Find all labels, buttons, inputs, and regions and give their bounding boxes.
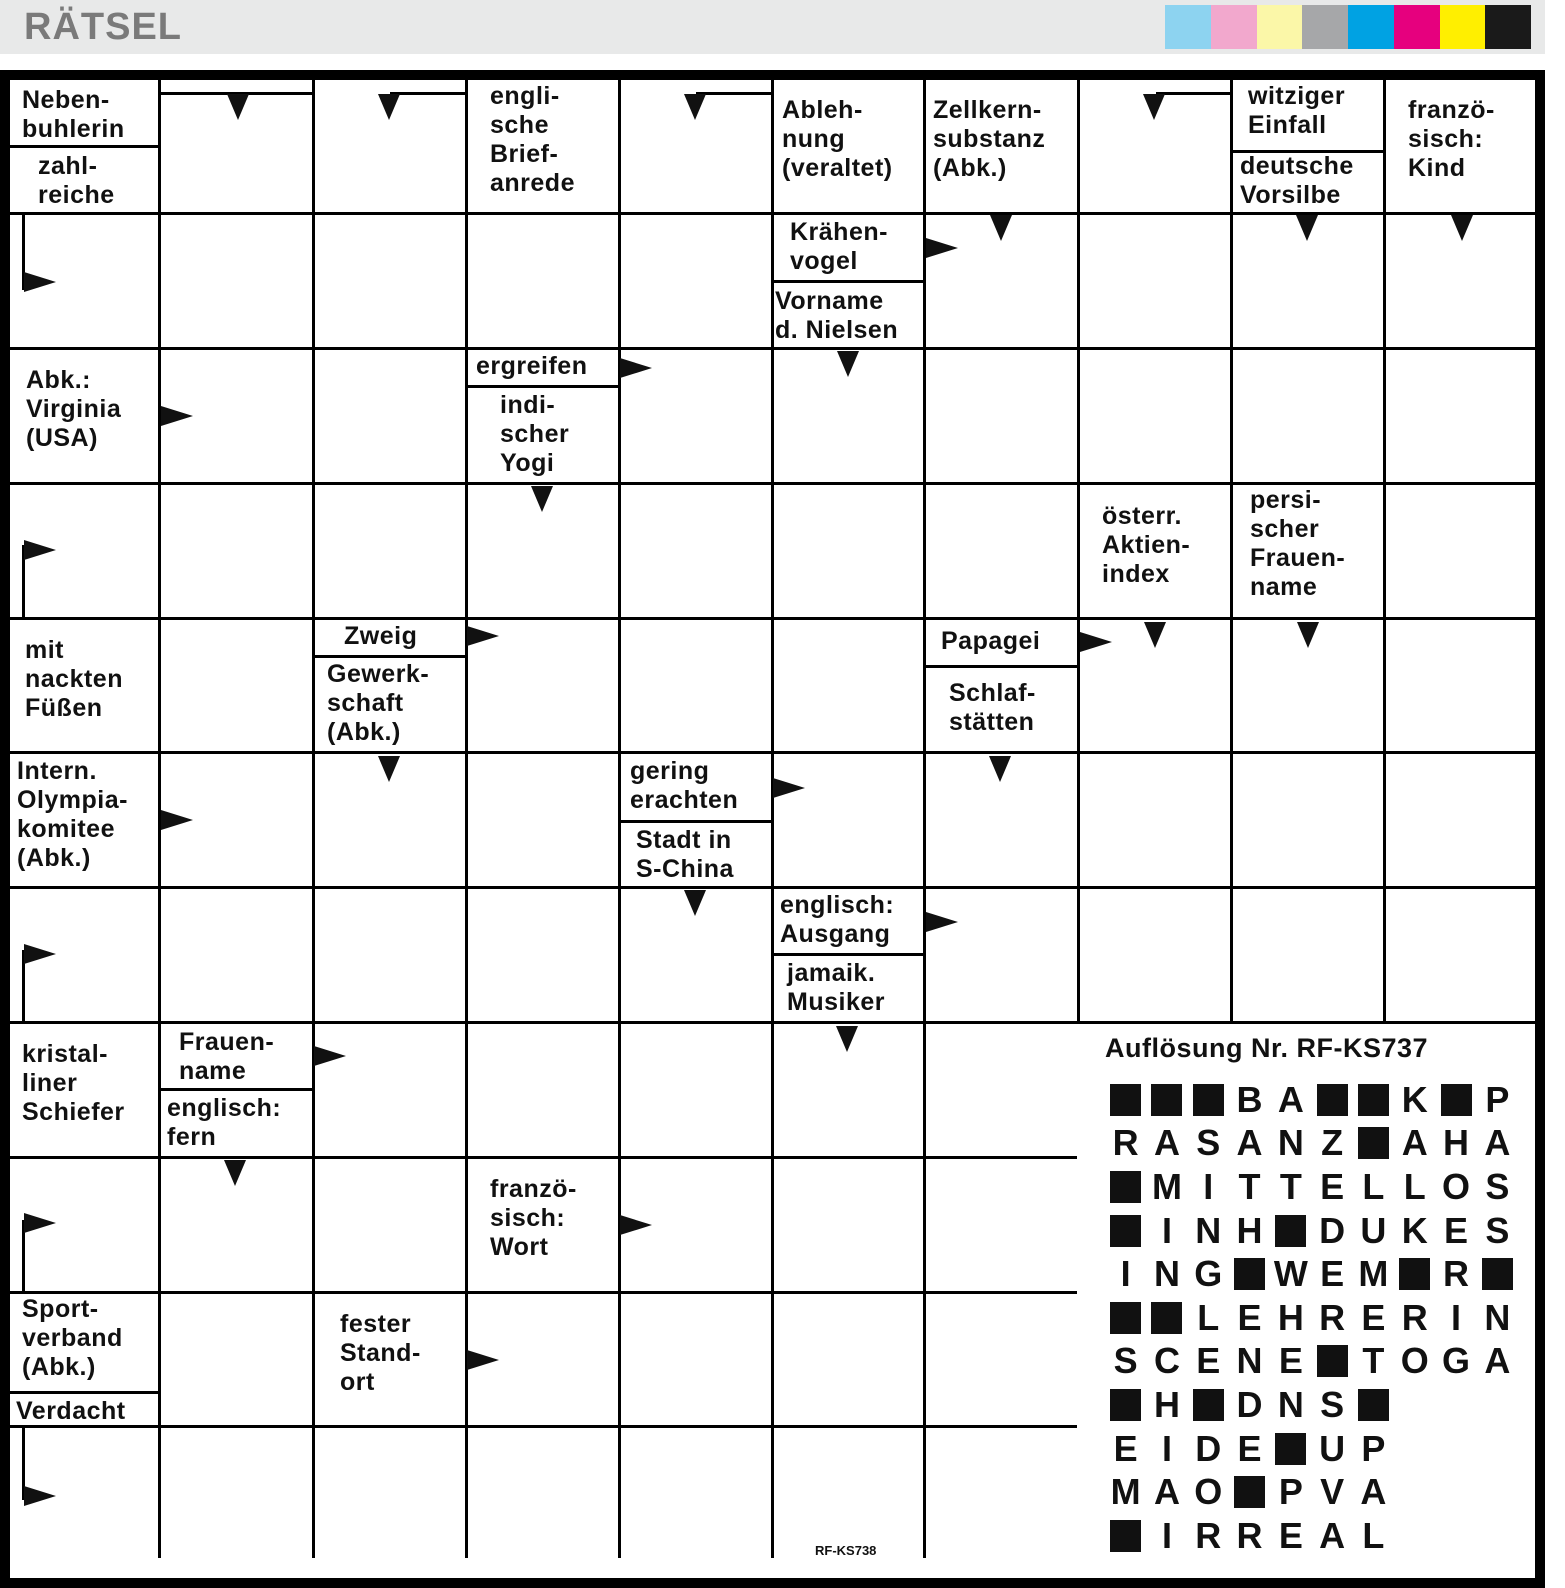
grid-row-line: [10, 1425, 1077, 1428]
clue-cell-divider: [10, 1391, 160, 1394]
grid-column-line: [1077, 80, 1080, 1021]
solution-letter: K: [1401, 1078, 1428, 1120]
clue-sportverband: Sport- verband (Abk.): [22, 1295, 123, 1381]
solution-letter: E: [1278, 1340, 1303, 1382]
arrow-down-icon: [990, 215, 1014, 243]
solution-letter: C: [1153, 1340, 1180, 1382]
clue-englische-briefanrede: engli- sche Brief- anrede: [490, 82, 575, 197]
solution-letter: E: [1320, 1165, 1345, 1207]
solution-letter: Z: [1321, 1122, 1344, 1164]
solution-letter: E: [1237, 1427, 1262, 1469]
solution-row: [1105, 1209, 1518, 1253]
solution-letter: G: [1442, 1340, 1471, 1382]
solution-letter: L: [1403, 1165, 1426, 1207]
solution-letter: R: [1195, 1514, 1222, 1556]
arrow-right-icon: [926, 238, 960, 260]
grid-column-line: [618, 80, 621, 1558]
solution-black-square: [1105, 1209, 1146, 1253]
clue-cell-divider: [158, 1088, 314, 1091]
arrow-right-icon: [24, 944, 58, 966]
solution-letter: D: [1236, 1383, 1263, 1425]
clue-cell-divider: [771, 953, 925, 956]
clue-gewerkschaft: Gewerk- schaft (Abk.): [327, 660, 430, 746]
clue-ablehnung: Ableh- nung (veraltet): [782, 96, 893, 182]
solution-row: [1105, 1165, 1518, 1209]
solution-letter: U: [1319, 1427, 1346, 1469]
grid-row-line: [10, 617, 1535, 620]
solution-letter: E: [1361, 1296, 1386, 1338]
arrow-right-icon: [773, 778, 807, 800]
arrow-down-icon: [1143, 94, 1167, 122]
arrow-right-icon: [620, 1215, 654, 1237]
clue-deutsche-vorsilbe: deutsche Vorsilbe: [1240, 152, 1354, 209]
solution-letter: A: [1401, 1122, 1428, 1164]
solution-black-square: [1229, 1252, 1270, 1296]
solution-letter: R: [1112, 1122, 1139, 1164]
grid-column-line: [465, 80, 468, 1558]
solution-letter: I: [1161, 1514, 1172, 1556]
solution-letter: M: [1151, 1165, 1182, 1207]
solution-letter: R: [1236, 1514, 1263, 1556]
clue-englisch-ausgang: englisch: Ausgang: [780, 891, 895, 948]
solution-letter: S: [1320, 1383, 1345, 1425]
grid-column-line: [312, 80, 315, 1558]
solution-black-square: [1105, 1296, 1146, 1340]
solution-letter: D: [1319, 1209, 1346, 1251]
clue-cell-divider: [618, 820, 773, 823]
solution-black-square: [1105, 1383, 1146, 1427]
clue-cell-divider: [465, 385, 620, 388]
solution-letter: I: [1203, 1165, 1214, 1207]
clue-kraehenvogel: Krähen- vogel: [790, 218, 888, 275]
solution-letter: A: [1484, 1340, 1511, 1382]
solution-letter: N: [1484, 1296, 1511, 1338]
arrow-down-icon: [531, 486, 555, 514]
arrow-down-icon: [836, 1026, 860, 1054]
arrow-right-icon: [24, 1486, 58, 1508]
clue-ergreifen: ergreifen: [476, 352, 588, 380]
solution-letter: D: [1195, 1427, 1222, 1469]
solution-letter: E: [1278, 1514, 1303, 1556]
solution-letter: A: [1236, 1122, 1263, 1164]
color-swatch-8: [1485, 5, 1531, 49]
grid-column-line: [923, 80, 926, 1558]
solution-letter: K: [1401, 1209, 1428, 1251]
solution-letter: O: [1400, 1340, 1429, 1382]
solution-letter: S: [1113, 1340, 1138, 1382]
solution-row: [1105, 1252, 1518, 1296]
arrow-down-icon: [684, 890, 708, 918]
solution-letter: V: [1320, 1471, 1345, 1513]
solution-letter: R: [1443, 1253, 1470, 1295]
solution-letter: O: [1442, 1165, 1471, 1207]
solution-row: [1105, 1340, 1518, 1384]
arrow-right-icon: [620, 358, 654, 380]
clue-fester-standort: fester Stand- ort: [340, 1310, 421, 1396]
solution-row: [1105, 1427, 1518, 1471]
solution-letter: N: [1236, 1340, 1263, 1382]
arrow-lead-line: [1156, 92, 1230, 95]
clue-mit-nackten-fuessen: mit nackten Füßen: [25, 636, 123, 722]
solution-letter: U: [1360, 1209, 1387, 1251]
solution-title: Auflösung Nr. RF-KS737: [1105, 1033, 1429, 1063]
arrow-right-icon: [314, 1046, 348, 1068]
solution-black-square: [1105, 1514, 1146, 1558]
solution-letter: A: [1277, 1078, 1304, 1120]
arrow-right-icon: [161, 406, 195, 428]
solution-letter: N: [1277, 1122, 1304, 1164]
solution-black-square: [1229, 1470, 1270, 1514]
solution-letter: E: [1444, 1209, 1469, 1251]
solution-letter: H: [1153, 1383, 1180, 1425]
clue-papagei: Papagei: [941, 627, 1041, 655]
solution-letter: L: [1362, 1165, 1385, 1207]
solution-row: [1105, 1078, 1518, 1122]
solution-letter: S: [1485, 1209, 1510, 1251]
solution-letter: H: [1236, 1209, 1263, 1251]
clue-stadt-s-china: Stadt in S-China: [636, 826, 734, 883]
solution-letter: N: [1153, 1253, 1180, 1295]
arrow-down-icon: [1144, 622, 1168, 650]
clue-zweig: Zweig: [344, 622, 418, 650]
arrow-down-icon: [684, 94, 708, 122]
solution-letter: R: [1401, 1296, 1428, 1338]
solution-black-square: [1353, 1122, 1394, 1166]
solution-letter: E: [1320, 1253, 1345, 1295]
color-swatch-6: [1394, 5, 1440, 49]
solution-letter: T: [1362, 1340, 1385, 1382]
clue-cell-divider: [771, 280, 925, 283]
solution-black-square: [1311, 1340, 1352, 1384]
solution-letter: H: [1443, 1122, 1470, 1164]
clue-persischer-frauenname: persi- scher Frauen- name: [1250, 486, 1346, 601]
grid-row-line: [10, 482, 1535, 485]
solution-letter: I: [1451, 1296, 1462, 1338]
clue-schlafstaetten: Schlaf- stätten: [949, 679, 1036, 736]
arrow-down-icon: [1297, 622, 1321, 650]
solution-letter: B: [1236, 1078, 1263, 1120]
header-bar: [0, 0, 1545, 54]
color-swatch-5: [1348, 5, 1394, 49]
solution-black-square: [1188, 1383, 1229, 1427]
grid-row-line: [10, 1156, 1077, 1159]
solution-black-square: [1188, 1078, 1229, 1122]
solution-letter: A: [1319, 1514, 1346, 1556]
solution-letter: S: [1196, 1122, 1221, 1164]
clue-gering-erachten: gering erachten: [630, 757, 739, 814]
clue-indischer-yogi: indi- scher Yogi: [500, 391, 570, 477]
arrow-right-icon: [24, 540, 58, 562]
solution-black-square: [1353, 1078, 1394, 1122]
solution-black-square: [1105, 1165, 1146, 1209]
arrow-down-icon: [378, 756, 402, 784]
grid-row-line: [10, 347, 1535, 350]
clue-cell-divider: [10, 145, 160, 148]
color-swatch-3: [1257, 5, 1303, 49]
arrow-down-icon: [989, 756, 1013, 784]
solution-letter: I: [1120, 1253, 1131, 1295]
clue-oesterr-aktienindex: österr. Aktien- index: [1102, 502, 1191, 588]
solution-letter: P: [1361, 1427, 1386, 1469]
clue-cell-divider: [923, 665, 1079, 668]
arrow-down-icon: [1296, 215, 1320, 243]
solution-letter: I: [1161, 1209, 1172, 1251]
solution-letter: A: [1153, 1122, 1180, 1164]
clue-vorname-nielsen: Vorname d. Nielsen: [775, 287, 899, 344]
arrow-down-icon: [378, 94, 402, 122]
clue-zellkernsubstanz: Zellkern- substanz (Abk.): [933, 96, 1046, 182]
color-swatch-7: [1440, 5, 1486, 49]
arrow-down-icon: [224, 1160, 248, 1188]
solution-letter: M: [1110, 1471, 1141, 1513]
page-title: RÄTSEL: [24, 6, 182, 48]
clue-kristalliner-schiefer: kristal- liner Schiefer: [22, 1040, 125, 1126]
grid-column-line: [771, 80, 774, 1558]
solution-black-square: [1394, 1252, 1435, 1296]
arrow-right-icon: [467, 626, 501, 648]
solution-letter: P: [1485, 1078, 1510, 1120]
solution-letter: W: [1273, 1253, 1308, 1295]
solution-letter: H: [1277, 1296, 1304, 1338]
solution-black-square: [1105, 1078, 1146, 1122]
solution-row: [1105, 1122, 1518, 1166]
solution-black-square: [1477, 1252, 1518, 1296]
solution-letter: P: [1278, 1471, 1303, 1513]
solution-letter: I: [1161, 1427, 1172, 1469]
arrow-right-icon: [161, 810, 195, 832]
color-swatch-4: [1302, 5, 1348, 49]
solution-letter: E: [1113, 1427, 1138, 1469]
clue-englisch-fern: englisch: fern: [167, 1094, 282, 1151]
solution-black-square: [1311, 1078, 1352, 1122]
solution-black-square: [1270, 1427, 1311, 1471]
solution-row: [1105, 1296, 1518, 1340]
arrow-down-icon: [227, 94, 251, 122]
arrow-right-icon: [24, 272, 58, 294]
arrow-right-icon: [926, 912, 960, 934]
solution-black-square: [1146, 1078, 1187, 1122]
grid-column-line: [1230, 80, 1233, 1021]
solution-letter: G: [1194, 1253, 1223, 1295]
arrow-down-icon: [837, 351, 861, 379]
solution-letter: L: [1362, 1514, 1385, 1556]
grid-row-line: [10, 1291, 1077, 1294]
clue-frauenname: Frauen- name: [179, 1028, 275, 1085]
arrow-down-icon: [1451, 215, 1475, 243]
clue-franz-wort: franzö- sisch: Wort: [490, 1175, 577, 1261]
color-calibration-bar: [1165, 5, 1531, 49]
clue-cell-divider: [312, 655, 467, 658]
clue-ioc: Intern. Olympia- komitee (Abk.): [17, 757, 128, 872]
clue-abk-virginia: Abk.: Virginia (USA): [26, 366, 122, 452]
solution-letter: A: [1360, 1471, 1387, 1513]
solution-letter: A: [1153, 1471, 1180, 1513]
clue-nebenbuhlerin: Neben- buhlerin: [22, 86, 125, 143]
solution-letter: M: [1358, 1253, 1389, 1295]
grid-row-line: [10, 751, 1535, 754]
arrow-right-icon: [1080, 632, 1114, 654]
solution-letter: O: [1194, 1471, 1223, 1513]
grid-row-line: [10, 886, 1535, 889]
solution-row: [1105, 1514, 1518, 1558]
clue-jamaik-musiker: jamaik. Musiker: [787, 959, 885, 1016]
solution-letter: N: [1195, 1209, 1222, 1251]
clue-zahlreiche: zahl- reiche: [38, 152, 115, 209]
solution-letter: T: [1238, 1165, 1261, 1207]
solution-black-square: [1146, 1296, 1187, 1340]
solution-grid: [1105, 1078, 1518, 1558]
grid-row-line: [10, 1021, 1535, 1024]
solution-letter: E: [1237, 1296, 1262, 1338]
arrow-right-icon: [24, 1213, 58, 1235]
color-swatch-2: [1211, 5, 1257, 49]
solution-letter: S: [1485, 1165, 1510, 1207]
solution-black-square: [1353, 1383, 1394, 1427]
arrow-right-icon: [467, 1350, 501, 1372]
solution-black-square: [1435, 1078, 1476, 1122]
color-swatch-1: [1165, 5, 1211, 49]
clue-verdacht: Verdacht: [16, 1397, 126, 1425]
solution-black-square: [1270, 1209, 1311, 1253]
solution-letter: N: [1277, 1383, 1304, 1425]
solution-letter: E: [1196, 1340, 1221, 1382]
puzzle-code: RF-KS738: [815, 1543, 877, 1558]
solution-letter: L: [1197, 1296, 1220, 1338]
solution-row: [1105, 1470, 1518, 1514]
clue-witziger-einfall: witziger Einfall: [1248, 82, 1346, 139]
clue-franz-kind: franzö- sisch: Kind: [1408, 96, 1495, 182]
solution-letter: R: [1319, 1296, 1346, 1338]
solution-letter: A: [1484, 1122, 1511, 1164]
solution-row: [1105, 1383, 1518, 1427]
grid-column-line: [1383, 80, 1386, 1021]
solution-letter: T: [1279, 1165, 1302, 1207]
